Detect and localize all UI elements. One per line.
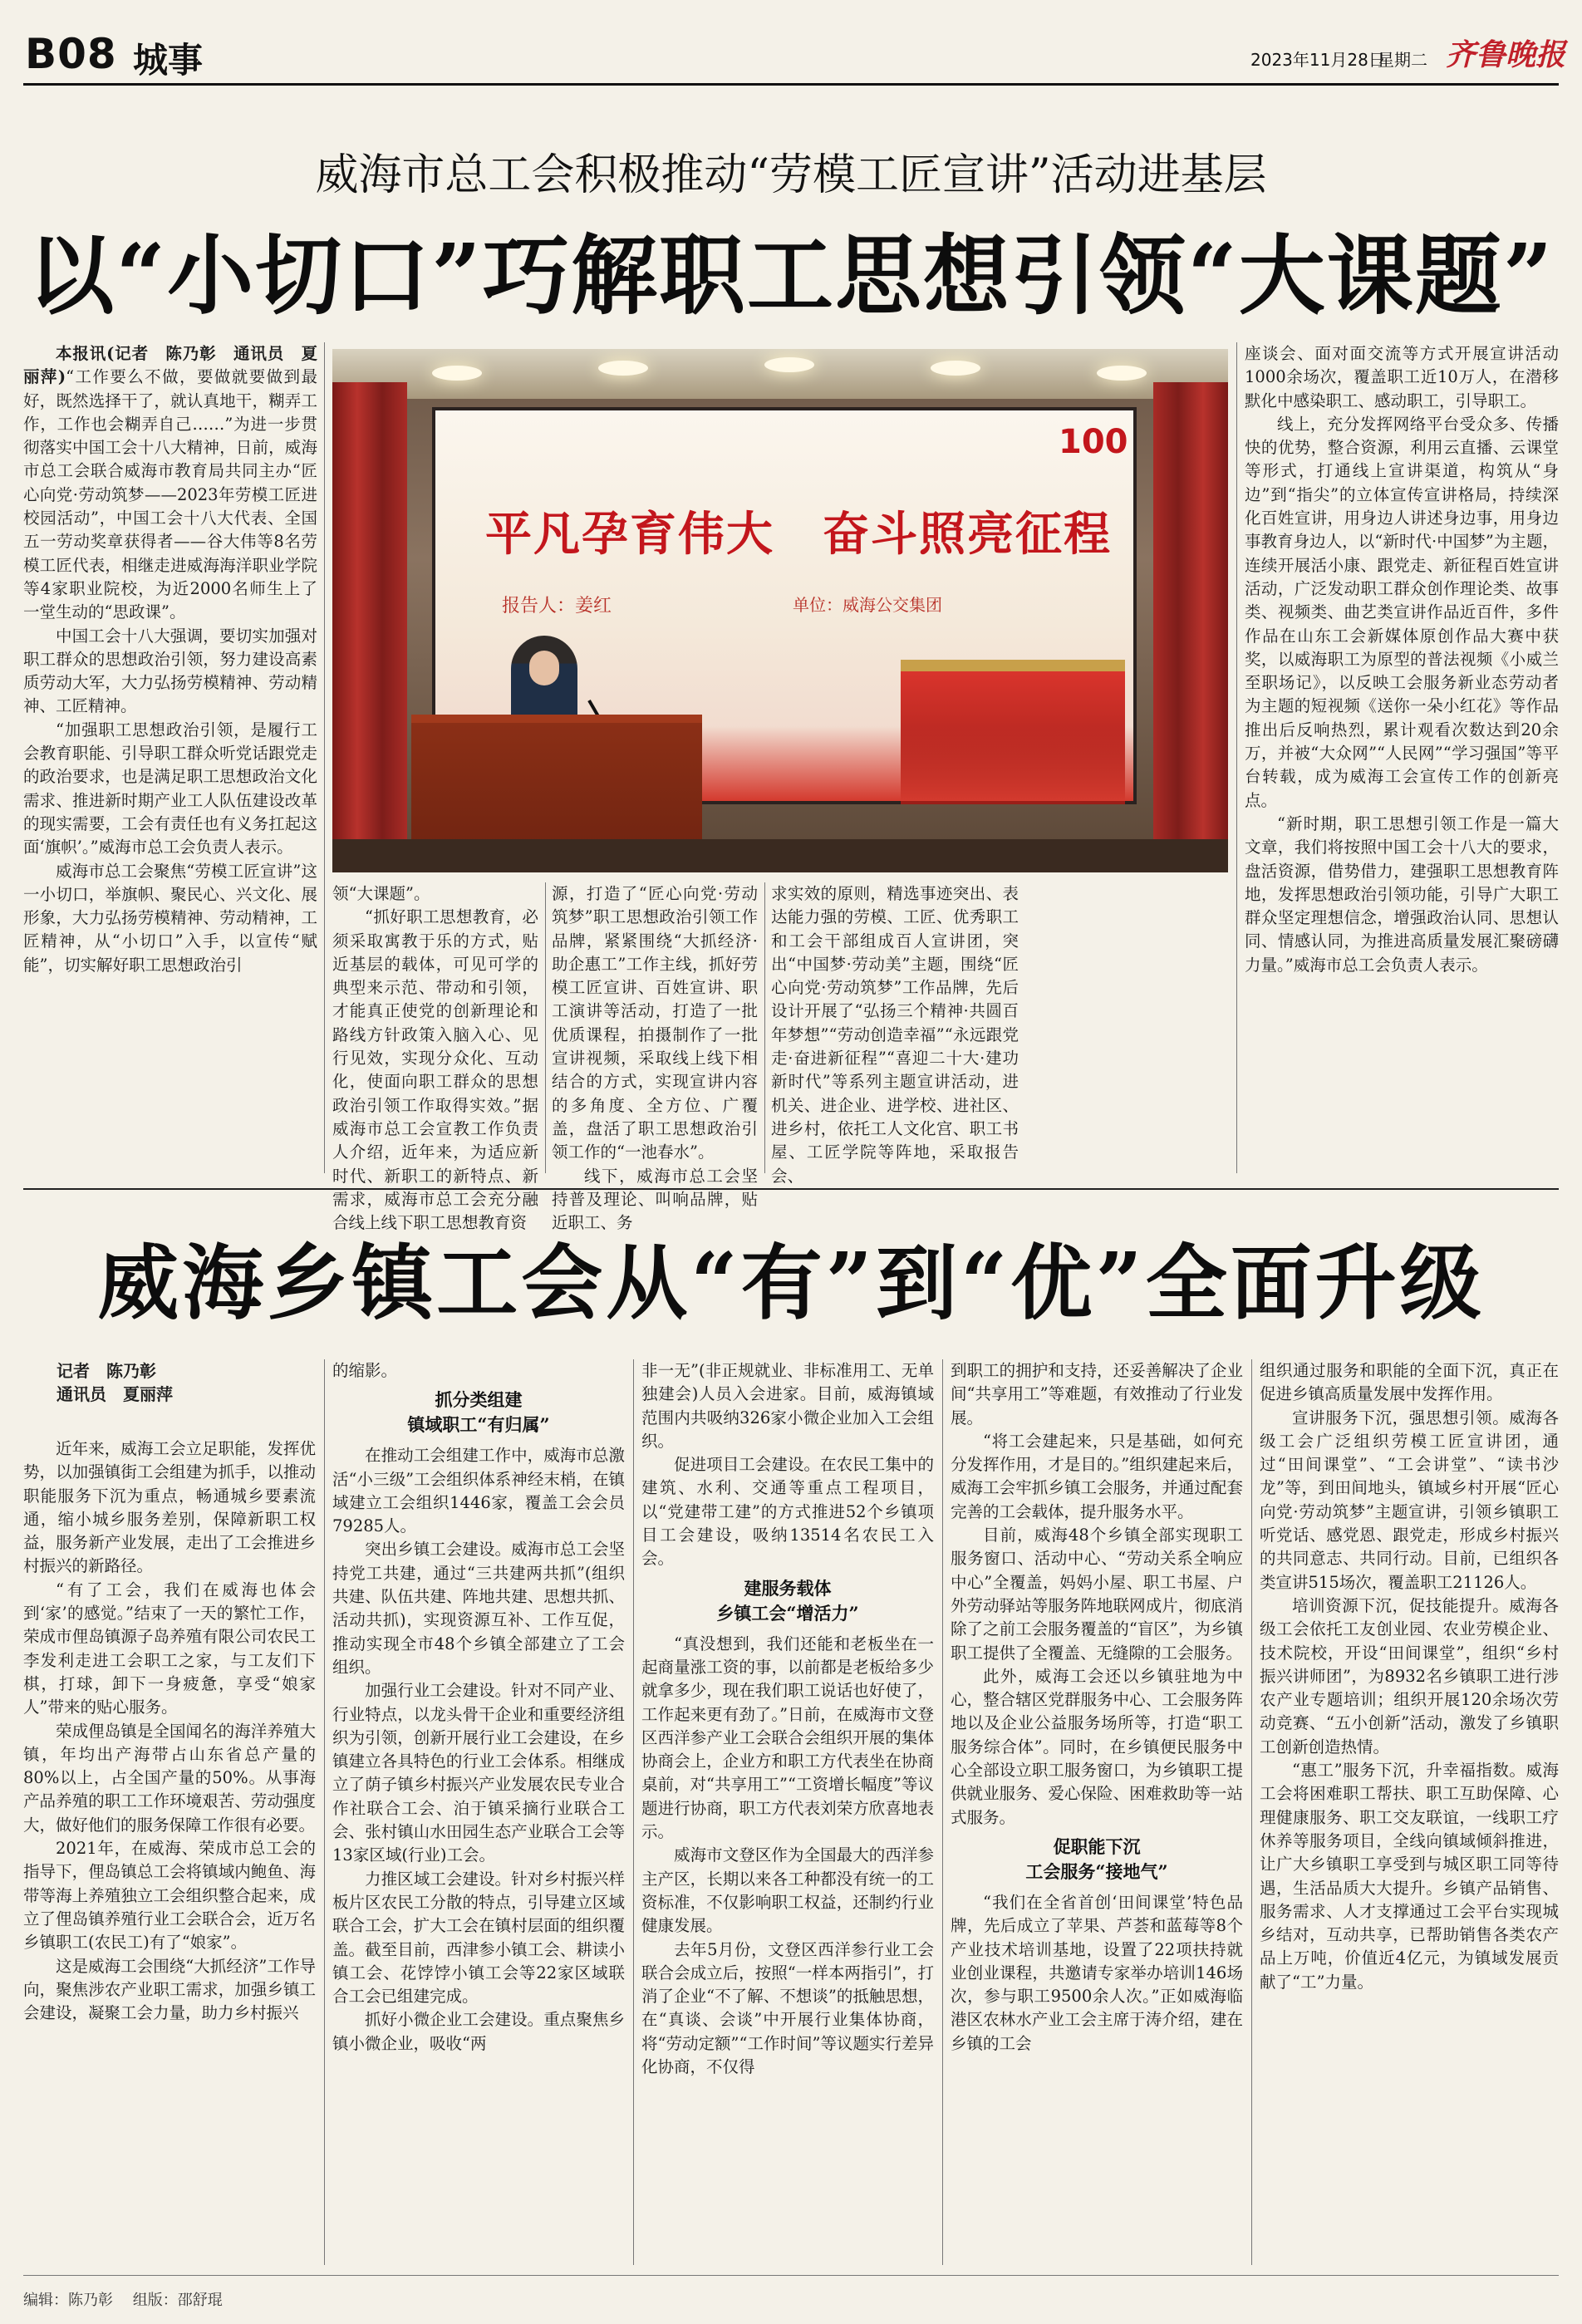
paragraph: “惠工”服务下沉，升幸福指数。威海工会将困难职工帮扶、职工互助保障、心理健康服务、职工交友联谊，一线职工疗休养等服务项目，全线向镇域倾斜推进，让广大乡镇职工享受到与城区职工同等待遇，生活品质大大提升。乡镇产品销售、服务需求、人才支撑通过工会平台实现城乡结对，互动共享，已帮助销售各类农产品上万吨，价值近4亿元，为镇域发展贡献了“工”力量。 <box>1260 1761 1559 1992</box>
article2-col5 <box>1260 1359 1559 1994</box>
article1-headline: 以“小切口”巧解职工思想引领“大课题” <box>27 224 1555 327</box>
paragraph: 到职工的拥护和支持，还妥善解决了企业间“共享用工”等难题，有效推动了行业发展。 <box>951 1361 1243 1427</box>
column-rule <box>324 1359 325 2265</box>
article1-col4 <box>771 882 1019 1188</box>
paragraph: 源，打造了“匠心向党·劳动筑梦”职工思想政治引领工作品牌，紧紧围绕“大抓经济·助企惠工”工作主线，抓好劳模工匠宣讲、百姓宣讲、职工演讲等活动，打造了一批优质课程，拍摄制作了一批宣讲视频，采取线上线下相结合的方式，实现宣讲内容的多角度、全方位、广覆盖，盘活了职工思想政治引领工作的“一池春水”。 <box>552 884 758 1162</box>
paragraph: “加强职工思想政治引领，是履行工会教育职能、引导职工群众听党话跟党走的政治要求，也是满足职工思想政治文化需求、推进新时期产业工人队伍建设改革的现实需要，工会有责任也有义务扛起这面‘旗帜’。”威海市总工会负责人表示。 <box>23 720 317 857</box>
paragraph: 去年5月份，文登区西洋参行业工会联合会成立后，按照“一样本两指引”，打消了企业“不了解、不想谈”的抵触思想，在“真谈、会谈”中开展行业集体协商，将“劳动定额”“工作时间”等议题实行差异化协商，不仅得 <box>641 1939 934 2077</box>
page-number: B08 <box>25 30 117 78</box>
paragraph: “新时期，职工思想引领工作是一篇大文章，我们将按照中国工会十八大的要求，盘活资源，借势借力，建强职工思想教育阵地，发挥思想政治引领功能，引导广大职工群众坚定理想信念，增强政治认同、思想认同、情感认同，为推进高质量发展汇聚磅礴力量。”威海市总工会负责人表示。 <box>1245 813 1559 975</box>
paragraph: 培训资源下沉，促技能提升。威海各级工会依托工友创业园、农业劳模企业、技术院校，开设“田间课堂”，组织“乡村振兴讲师团”，为8932名乡镇职工进行涉农产业专题培训；组织开展120余场次劳动竞赛、“五小创新”活动，激发了乡镇职工创新创造热情。 <box>1260 1595 1559 1757</box>
paragraph: 突出乡镇工会建设。威海市总工会坚持党工共建，通过“三共建两共抓”(组织共建、队伍共建、阵地共建、思想共抓、活动共抓)，实现资源互补、工作互促，推动实现全市48个乡镇全部建立了工会组织。 <box>332 1540 625 1677</box>
paragraph: “真没想到，我们还能和老板坐在一起商量涨工资的事，以前都是老板给多少就拿多少，现在我们职工说话也好使了，工作起来更有劲了。”日前，在威海市文登区西洋参产业工会联合会组织开展的集体协商会上，企业方和职工方代表坐在协商桌前，对“共享用工”“工资增长幅度”等议题进行协商，职工方代表刘荣方欣喜地表示。 <box>641 1634 934 1842</box>
article2-col3 <box>641 1359 934 2079</box>
paragraph: 目前，威海48个乡镇全部实现职工服务窗口、活动中心、“劳动关系全响应中心”全覆盖，妈妈小屋、职工书屋、户外劳动驿站等服务阵地联网成片，彻底消除了之前工会服务覆盖的“盲区”，为乡镇职工提供了全覆盖、无缝隙的工会服务。 <box>951 1526 1243 1663</box>
subhead: 工会服务“接地气” <box>1025 1860 1168 1882</box>
paragraph: 促进项目工会建设。在农民工集中的建筑、水利、交通等重点工程项目，以“党建带工建”的方式推进52个乡镇项目工会建设，吸纳13514名农民工入会。 <box>641 1455 934 1569</box>
paragraph: 近年来，威海工会立足职能，发挥优势，以加强镇街工会组建为抓手，以推动职能服务下沉为重点，畅通城乡要素流通，缩小城乡服务差别，保障新职工权益，服务新产业发展，走出了工会推进乡村振兴的新路径。 <box>23 1439 316 1576</box>
paragraph: 中国工会十八大强调，要切实加强对职工群众的思想政治引领，努力建设高素质劳动大军，大力弘扬劳模精神、劳动精神、工匠精神。 <box>23 626 317 716</box>
paragraph: 线下，威海市总工会坚持普及理论、叫响品牌，贴近职工、务 <box>552 1166 758 1233</box>
column-rule <box>942 1359 943 2265</box>
article1-col2 <box>332 882 538 1235</box>
paragraph: 抓好小微企业工会建设。重点聚焦乡镇小微企业，吸收“两 <box>332 2010 625 2053</box>
paper-logo: 齐鲁晚报 <box>1446 37 1566 72</box>
screen-unit: 单位：威海公交集团 <box>793 595 942 615</box>
subhead: 建服务载体 <box>744 1577 832 1599</box>
article1-byline: 本报讯(记者 陈乃彰 通讯员 夏丽萍) <box>23 344 317 387</box>
article1-col3 <box>552 882 758 1235</box>
subhead: 抓分类组建 <box>435 1389 523 1411</box>
column-rule <box>545 882 546 1173</box>
header-rule <box>23 83 1559 86</box>
article2-col2 <box>332 1359 625 2056</box>
paragraph: 2021年，在威海、荣成市总工会的指导下，俚岛镇总工会将镇域内鲍鱼、海带等海上养殖独立工会组织整合起来，成立了俚岛镇养殖行业工会联合会，近万名乡镇职工(农民工)有了“娘家”。 <box>23 1839 316 1953</box>
section-name: 城事 <box>133 40 204 81</box>
paragraph: 领“大课题”。 <box>332 884 430 903</box>
paragraph: 荣成俚岛镇是全国闻名的海洋养殖大镇，年均出产海带占山东省总产量的80%以上，占全国产量的50%。从事海产品养殖的职工工作环境艰苦、劳动强度大，做好他们的服务保障工作很有必要。 <box>23 1721 316 1835</box>
subhead: 乡镇工会“增活力” <box>716 1602 859 1624</box>
column-rule <box>1251 1359 1252 2265</box>
paragraph: 加强行业工会建设。针对不同产业、行业特点，以龙头骨干企业和重要经济组织为引领，创新开展行业工会建设，在乡镇建立各具特色的行业工会体系。相继成立了荫子镇乡村振兴产业发展农民专业合作社联合工会、泊于镇采摘行业联合工会、张村镇山水田园生态产业联合工会等13家区域(行业)工会。 <box>332 1681 625 1865</box>
article2-byline-correspondent: 通讯员 夏丽萍 <box>56 1384 173 1404</box>
anniversary-logo: 100 <box>1059 423 1128 461</box>
paragraph: 非一无”(非正规就业、非标准用工、无单独建会)人员入会进家。目前，威海镇域范围内共吸纳326家小微企业加入工会组织。 <box>641 1361 934 1451</box>
issue-date: 2023年11月28日 <box>1250 50 1385 70</box>
footer-editor: 编辑：陈乃彰 <box>23 2292 113 2309</box>
paragraph: 求实效的原则，精选事迹突出、表达能力强的劳模、工匠、优秀职工和工会干部组成百人宣讲团，突出“中国梦·劳动美”主题，围绕“匠心向党·劳动筑梦”工作品牌，先后设计开展了“弘扬三个精神·共圆百年梦想”“劳动创造幸福”“永远跟党走·奋进新征程”“喜迎二十大·建功新时代”等系列主题宣讲活动，进机关、进企业、进学校、进社区、进乡村，依托工人文化宫、职工书屋、工匠学院等阵地，采取报告会、 <box>771 884 1019 1186</box>
article1-kicker: 威海市总工会积极推动“劳模工匠宣讲”活动进基层 <box>315 150 1267 200</box>
screen-title: 平凡孕育伟大 奋斗照亮征程 <box>485 508 1112 562</box>
footer-rule <box>23 2275 1559 2276</box>
article2-headline: 威海乡镇工会从“有”到“优”全面升级 <box>97 1236 1485 1331</box>
lecture-photo <box>332 349 1228 872</box>
paragraph: “将工会建起来，只是基础，如何充分发挥作用，才是目的。”组织建起来后，威海工会牢抓乡镇工会服务，并通过配套完善的工会载体，提升服务水平。 <box>951 1431 1243 1521</box>
footer-layout: 组版：邵舒琨 <box>132 2292 223 2309</box>
screen-reporter: 报告人：姜红 <box>502 596 612 617</box>
paragraph: 这是威海工会围绕“大抓经济”工作导向，聚焦涉农产业职工需求，加强乡镇工会建设，凝聚工会力量，助力乡村振兴 <box>23 1956 316 2023</box>
speaker-figure <box>511 636 577 727</box>
paragraph: 的缩影。 <box>332 1361 398 1380</box>
paragraph: 宣讲服务下沉，强思想引领。威海各级工会广泛组织劳模工匠宣讲团，通过“田间课堂”、“工会讲堂”、“读书沙龙”等，到田间地头，镇域乡村开展“匠心向党·劳动筑梦”主题宣讲，引领乡镇职工听党话、感党恩、跟党走，形成乡村振兴的共同意志、共同行动。目前，已组织各类宣讲515场次，覆盖职工21126人。 <box>1260 1408 1559 1592</box>
article2-col1 <box>23 1359 316 2025</box>
paragraph: 威海市总工会聚焦“劳模工匠宣讲”这一小切口，举旗帜、聚民心、兴文化、展形象，大力弘扬劳模精神、劳动精神，工匠精神，从“小切口”入手，以宣传“赋能”，切实解好职工思想政治引 <box>23 861 317 975</box>
paragraph: 在推动工会组建工作中，威海市总激活“小三级”工会组织体系神经末梢，在镇域建立工会组织1446家，覆盖工会会员79285人。 <box>332 1446 625 1536</box>
issue-weekday: 星期二 <box>1378 50 1427 70</box>
column-rule <box>633 1359 634 2265</box>
column-rule <box>324 342 325 1173</box>
paragraph: “有了工会，我们在威海也体会到‘家’的感觉。”结束了一天的繁忙工作，荣成市俚岛镇源子岛养殖有限公司农民工李发利走进工会职工之家，与工友们下棋，打球，卸下一身疲惫，享受“娘家人”带来的贴心服务。 <box>23 1580 316 1717</box>
paragraph: 力推区域工会建设。针对乡村振兴样板片区农民工分散的特点，引导建立区域联合工会，扩大工会在镇村层面的组织覆盖。截至目前，西津参小镇工会、耕读小镇工会、花饽饽小镇工会等22家区域联合工会已组建完成。 <box>332 1869 625 2007</box>
paragraph: 此外，威海工会还以乡镇驻地为中心，整合辖区党群服务中心、工会服务阵地以及企业公益服务场所等，打造“职工服务综合体”。同时，在乡镇便民服务中心全部设立职工服务窗口，为乡镇职工提供就业服务、爱心保险、困难救助等一站式服务。 <box>951 1666 1243 1827</box>
paragraph: 线上，充分发挥网络平台受众多、传播快的优势，整合资源，利用云直播、云课堂等形式，打通线上宣讲渠道，构筑从“身边”到“指尖”的立体宣传宣讲格局，持续深化百姓宣讲，用身边人讲述身边事，用身边事教育身边人，以“新时代·中国梦”为主题，连续开展活小康、跟党走、新征程百姓宣讲活动，广泛发动职工群众创作理论类、故事类、视频类、曲艺类宣讲作品近百件，多件作品在山东工会新媒体原创作品大赛中获奖，以威海职工为原型的普法视频《小威兰至职场记》，以反映工会服务新业态劳动者为主题的短视频《送你一朵小红花》等作品推出后反响热烈，累计观看次数达到20余万，并被“大众网”“人民网”“学习强国”等平台转载，成为威海工会宣传工作的创新亮点。 <box>1245 414 1559 810</box>
column-rule <box>1236 342 1237 1173</box>
article2-col4 <box>951 1359 1243 2056</box>
paragraph: 组织通过服务和职能的全面下沉，真正在促进乡镇高质量发展中发挥作用。 <box>1260 1361 1559 1404</box>
footer-credits <box>23 2288 223 2310</box>
article2-byline-reporter: 记者 陈乃彰 <box>56 1361 156 1381</box>
paragraph: “我们在全省首创‘田间课堂’特色品牌，先后成立了苹果、芦荟和蓝莓等8个产业技术培训基地，设置了22项扶持就业创业课程，共邀请专家举办培训146场次，参与职工9500余人次。”正如威海临港区农林水产业工会主席于涛介绍，建在乡镇的工会 <box>951 1892 1243 2053</box>
paragraph: 座谈会、面对面交流等方式开展宣讲活动1000余场次，覆盖职工近10万人，在潜移默化中感染职工、感动职工，引导职工。 <box>1245 344 1559 410</box>
article1-col1 <box>23 342 317 977</box>
article-divider <box>23 1188 1559 1190</box>
article1-lead: 本报讯(记者 陈乃彰 通讯员 夏丽萍)“工作要么不做，要做就要做到最好，既然选择干了，就认真地干，糊弄工作，工作也会糊弄自己……”为进一步贯彻落实中国工会十八大精神，日前，威海市总工会联合威海市教育局共同主办“匠心向党·劳动筑梦——2023年劳模工匠进校园活动”，中国工会十八大代表、全国五一劳动奖章获得者——谷大伟等8名劳模工匠代表，相继走进威海海洋职业学院等4家职业院校，为近2000名师生上了一堂生动的“思政课”。 <box>23 344 317 622</box>
article1-col5 <box>1245 342 1559 977</box>
paragraph: “抓好职工思想教育，必须采取寓教于乐的方式，贴近基层的载体，可见可学的典型来示范、带动和引领，才能真正使党的创新理论和路线方针政策入脑入心、见行见效，实现分众化、互动化，使面向职工群众的思想政治引领工作取得实效。”据威海市总工会宣教工作负责人介绍，近年来，为适应新时代、新职工的新特点、新需求，威海市总工会充分融合线上线下职工思想教育资 <box>332 907 538 1233</box>
subhead: 镇域职工“有归属” <box>407 1414 550 1436</box>
column-rule <box>764 882 765 1173</box>
subhead: 促职能下沉 <box>1053 1835 1141 1857</box>
paragraph: 威海市文登区作为全国最大的西洋参主产区，长期以来各工种都没有统一的工资标准，不仅影响职工权益，还制约行业健康发展。 <box>641 1845 934 1936</box>
